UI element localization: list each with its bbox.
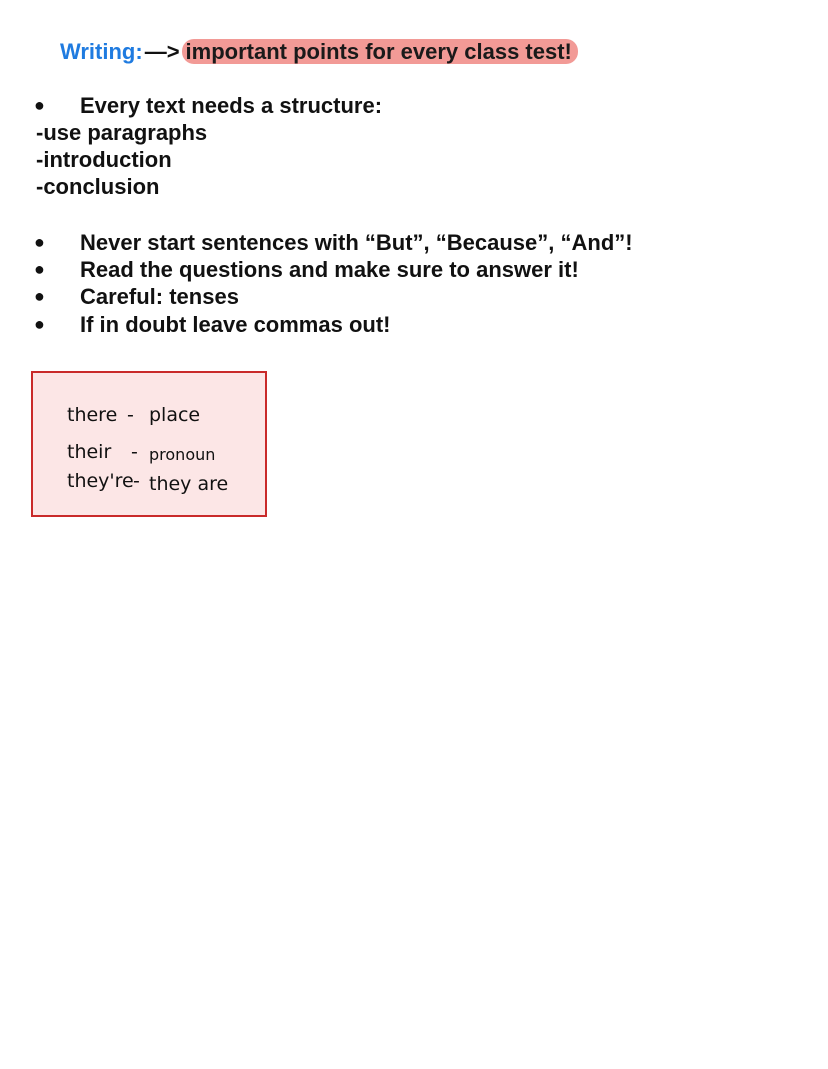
- handwritten-note: [33, 373, 265, 515]
- title-arrow: —>: [144, 39, 180, 64]
- bullet-icon: ●: [34, 314, 45, 334]
- tip-text: If in doubt leave commas out!: [80, 312, 391, 337]
- tip-item: [34, 283, 239, 310]
- structure-bullet: [34, 92, 382, 119]
- note-dash: -: [131, 441, 138, 463]
- tip-item: [34, 311, 390, 338]
- note-dash: -: [127, 404, 134, 426]
- note-word: their: [67, 441, 112, 463]
- note-word: there: [67, 404, 118, 426]
- structure-item: -use paragraphs: [36, 120, 208, 145]
- bullet-icon: ●: [34, 259, 45, 279]
- structure-item: -conclusion: [36, 174, 160, 199]
- bullet-icon: ●: [34, 95, 45, 115]
- structure-item: -introduction: [36, 147, 172, 172]
- bullet-icon: ●: [34, 232, 45, 252]
- homophone-note-box: [31, 371, 267, 517]
- title-highlight: important points for every class test!: [182, 39, 578, 64]
- note-meaning: pronoun: [149, 445, 216, 464]
- tip-text: Read the questions and make sure to answer it!: [80, 257, 579, 282]
- tip-text: Careful: tenses: [80, 284, 239, 309]
- tip-text: Never start sentences with “But”, “Because”, “And”!: [80, 230, 633, 255]
- note-meaning: they are: [149, 473, 229, 495]
- note-dash: -: [133, 470, 140, 492]
- structure-bullet-text: Every text needs a structure:: [80, 93, 383, 118]
- tip-item: [34, 256, 579, 283]
- title-line: [60, 37, 578, 67]
- note-meaning: place: [149, 404, 201, 426]
- tip-item: [34, 229, 633, 256]
- title-label: Writing:: [60, 39, 143, 64]
- bullet-icon: ●: [34, 286, 45, 306]
- note-word: they're: [67, 470, 134, 492]
